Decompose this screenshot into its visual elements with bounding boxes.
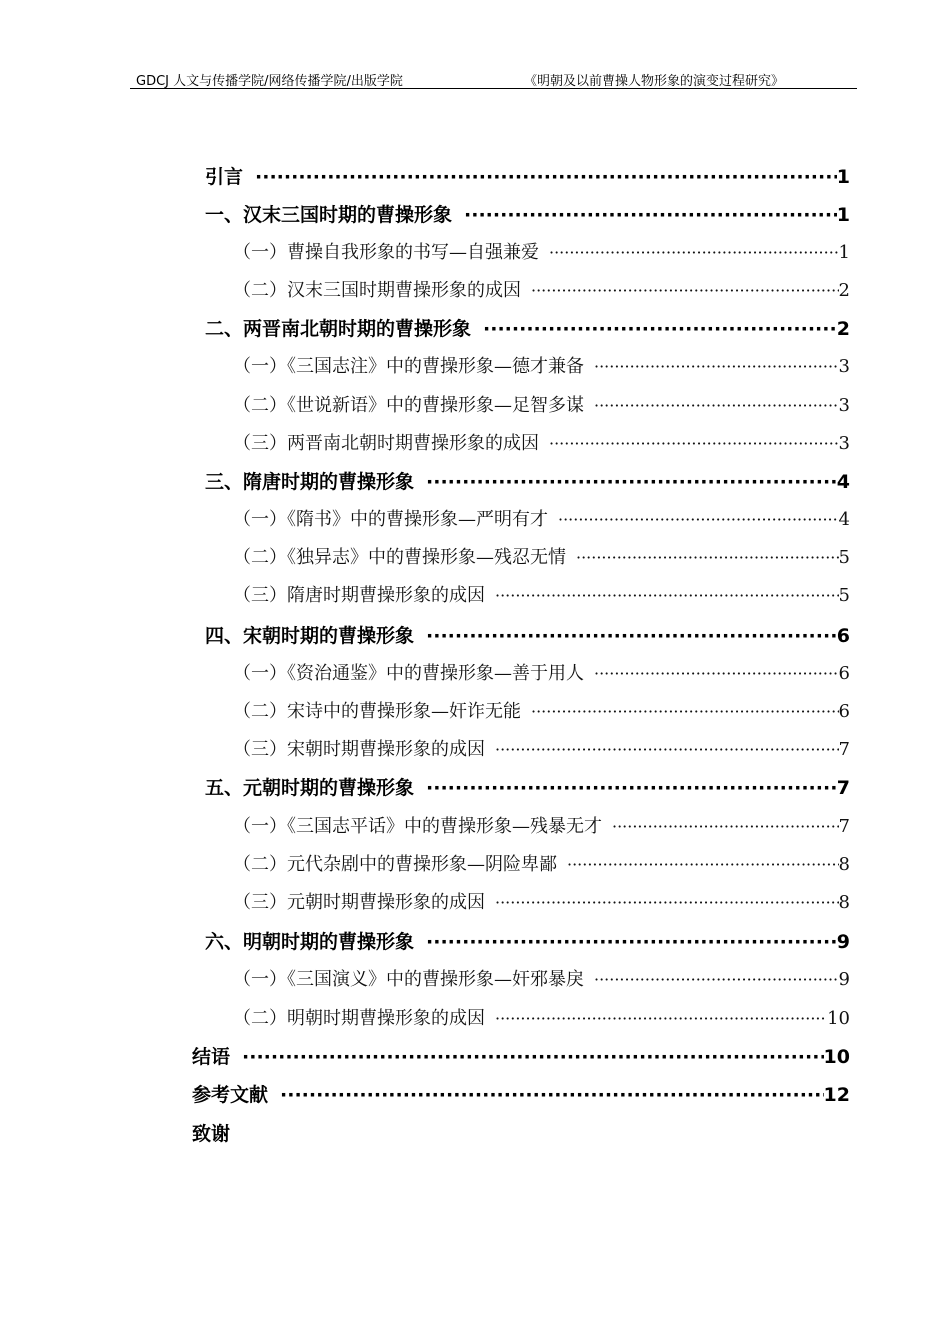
toc-entry-page: 9 [836,931,850,953]
toc-leader [594,396,839,415]
toc-entry-title: （一）《三国志注》中的曹操形象—德才兼备 [233,356,584,377]
toc-entry-section[interactable] [233,238,850,264]
toc-entry-page: 12 [823,1084,850,1106]
toc-entry-page: 2 [836,318,850,340]
toc-leader [242,1046,824,1068]
toc-entry-section[interactable] [233,697,850,723]
toc-leader [495,586,839,605]
toc-entry-page: 10 [827,1008,850,1029]
toc-leader [495,740,839,759]
toc-leader [495,1009,827,1028]
toc-entry-page: 1 [836,166,850,188]
toc-leader [255,166,837,188]
toc-entry-page: 3 [838,395,850,416]
toc-entry-title: 结语 [192,1046,231,1068]
toc-entry-section[interactable] [233,812,850,838]
toc-entry-acknowledgements[interactable] [192,1119,850,1146]
toc-entry-chapter-5[interactable] [205,773,850,800]
toc-entry-title: （一）《三国演义》中的曹操形象—奸邪暴戾 [233,969,584,990]
toc-leader [531,702,839,721]
toc-entry-title: 引言 [205,166,244,188]
toc-entry-section[interactable] [233,659,850,685]
toc-entry-title: 五、元朝时期的曹操形象 [205,777,415,799]
toc-entry-page: 10 [823,1046,850,1068]
toc-entry-section[interactable] [233,276,850,302]
toc-entry-section[interactable] [233,429,850,455]
toc-entry-title: （三）元朝时期曹操形象的成因 [233,892,485,913]
toc-leader [426,625,837,647]
toc-entry-title: （二）明朝时期曹操形象的成因 [233,1008,485,1029]
toc-entry-chapter-1[interactable] [205,200,850,227]
toc-leader [549,434,839,453]
toc-entry-title: （三）两晋南北朝时期曹操形象的成因 [233,433,539,454]
toc-entry-section[interactable] [233,850,850,876]
toc-leader [426,931,837,953]
toc-leader [612,817,839,836]
toc-entry-title: 二、两晋南北朝时期的曹操形象 [205,318,472,340]
toc-entry-title: 四、宋朝时期的曹操形象 [205,625,415,647]
toc-entry-section[interactable] [233,543,850,569]
toc-leader [464,204,837,226]
toc-entry-page: 8 [838,892,850,913]
toc-entry-section[interactable] [233,1004,850,1030]
running-header [130,64,857,89]
toc-leader [594,970,839,989]
toc-entry-section[interactable] [233,735,850,761]
toc-entry-title: （二）汉末三国时期曹操形象的成因 [233,280,521,301]
toc-entry-title: （一）《隋书》中的曹操形象—严明有才 [233,509,548,530]
toc-leader [531,281,839,300]
toc-entry-page: 7 [838,816,850,837]
toc-entry-page: 7 [838,739,850,760]
toc-entry-section[interactable] [233,391,850,417]
toc-entry-page: 2 [838,280,850,301]
toc-entry-page: 6 [836,625,850,647]
toc-entry-page: 1 [838,242,850,263]
toc-leader [495,893,839,912]
header-thesis-title: 《明朝及以前曹操人物形象的演变过程研究》 [524,74,785,89]
toc-entry-page: 8 [838,854,850,875]
toc-entry-page: 7 [836,777,850,799]
toc-entry-chapter-3[interactable] [205,467,850,494]
toc-entry-chapter-6[interactable] [205,927,850,954]
toc-entry-title: （二）宋诗中的曹操形象—奸诈无能 [233,701,521,722]
toc-leader [426,471,837,493]
toc-entry-title: 六、明朝时期的曹操形象 [205,931,415,953]
toc-leader [483,318,837,340]
toc-entry-introduction[interactable] [205,162,850,189]
toc-entry-page: 3 [838,356,850,377]
toc-entry-section[interactable] [233,888,850,914]
toc-entry-title: 参考文献 [192,1084,269,1106]
header-institution: GDCJ 人文与传播学院/网络传播学院/出版学院 [136,74,403,89]
toc-entry-page: 6 [838,701,850,722]
toc-entry-page: 9 [838,969,850,990]
toc-entry-conclusion[interactable] [192,1042,850,1069]
toc-entry-page: 4 [838,509,850,530]
toc-entry-page: 5 [838,585,850,606]
toc-entry-title: （一）《三国志平话》中的曹操形象—残暴无才 [233,816,602,837]
toc-leader [280,1084,824,1106]
toc-entry-title: （二）《世说新语》中的曹操形象—足智多谋 [233,395,584,416]
toc-entry-section[interactable] [233,352,850,378]
toc-entry-page: 6 [838,663,850,684]
toc-entry-chapter-2[interactable] [205,314,850,341]
toc-entry-title: （二）元代杂剧中的曹操形象—阴险卑鄙 [233,854,557,875]
toc-entry-title: （一）《资治通鉴》中的曹操形象—善于用人 [233,663,584,684]
toc-leader [567,855,839,874]
toc-entry-section[interactable] [233,965,850,991]
toc-entry-section[interactable] [233,581,850,607]
toc-entry-page: 4 [836,471,850,493]
toc-leader [426,777,837,799]
toc-entry-title: 三、隋唐时期的曹操形象 [205,471,415,493]
toc-entry-page: 5 [838,547,850,568]
toc-entry-title: （三）隋唐时期曹操形象的成因 [233,585,485,606]
toc-leader [558,510,839,529]
toc-entry-references[interactable] [192,1080,850,1107]
toc-entry-chapter-4[interactable] [205,621,850,648]
toc-leader [549,243,839,262]
toc-entry-page: 3 [838,433,850,454]
toc-leader [576,548,839,567]
toc-leader [594,357,839,376]
toc-entry-title: （三）宋朝时期曹操形象的成因 [233,739,485,760]
toc-entry-page: 1 [836,204,850,226]
toc-entry-title: （一）曹操自我形象的书写—自强兼爱 [233,242,539,263]
toc-entry-section[interactable] [233,505,850,531]
toc-entry-title: 一、汉末三国时期的曹操形象 [205,204,453,226]
toc-leader [594,664,839,683]
toc-entry-title: 致谢 [192,1123,231,1145]
toc-entry-title: （二）《独异志》中的曹操形象—残忍无情 [233,547,566,568]
